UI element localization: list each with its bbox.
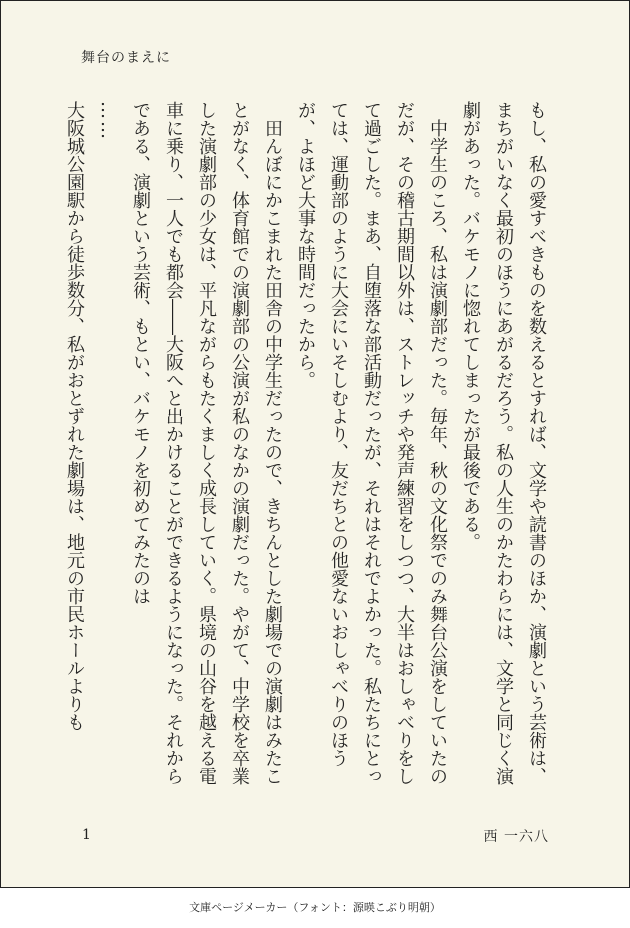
paragraph-4: 大阪城公園駅から徒歩数分、私がおとずれた劇場は、地元の市民ホールよりも xyxy=(64,101,85,731)
footer-credit: 文庫ページメーカー（フォント：源暎こぶり明朝） xyxy=(189,901,441,914)
ellipsis-line: …… xyxy=(97,101,118,141)
running-title: 舞台のまえに xyxy=(81,50,171,66)
vertical-body-text xyxy=(58,101,553,801)
page-number: 1 xyxy=(82,827,91,843)
paragraph-3: 田んぼにかこまれた田舎の中学生だったので、きちんとした劇場での演劇はみたことがなく、体育館での演劇部の公演が私のなかの演劇だった。やがて、中学校を卒業した演劇部の少女は、平凡ながらもたくましく成長していく。県境の山谷を越える電車に乗り、一人でも都会――大阪へと出かけることができるようになった。それからである、演劇という芸術、もとい、バケモノを初めてみたのは xyxy=(130,101,283,785)
kanji-page-label: 西 一六八 xyxy=(483,829,549,845)
paragraph-2: 中学生のころ、私は演劇部だった。毎年、秋の文化祭でのみ舞台公演をしていたのだが、その稽古期間以外は、ストレッチや発声練習をしつつ、大半はおしゃべりをして過ごした。まあ、自堕落な部活動だったが、それはそれでよかった。私たちにとっては、運動部のように大会にいそしむより、友だちとの他愛ないおしゃべりのほうが、よほど大事な時間だったから。 xyxy=(295,101,448,785)
paragraph-1: もし、私の愛すべきものを数えるとすれば、文学や読書のほか、演劇という芸術は、まちがいなく最初のほうにあがるだろう。私の人生のかたわらには、文学と同じく演劇があった。バケモノに惚れてしまったが最後である。 xyxy=(460,101,547,785)
